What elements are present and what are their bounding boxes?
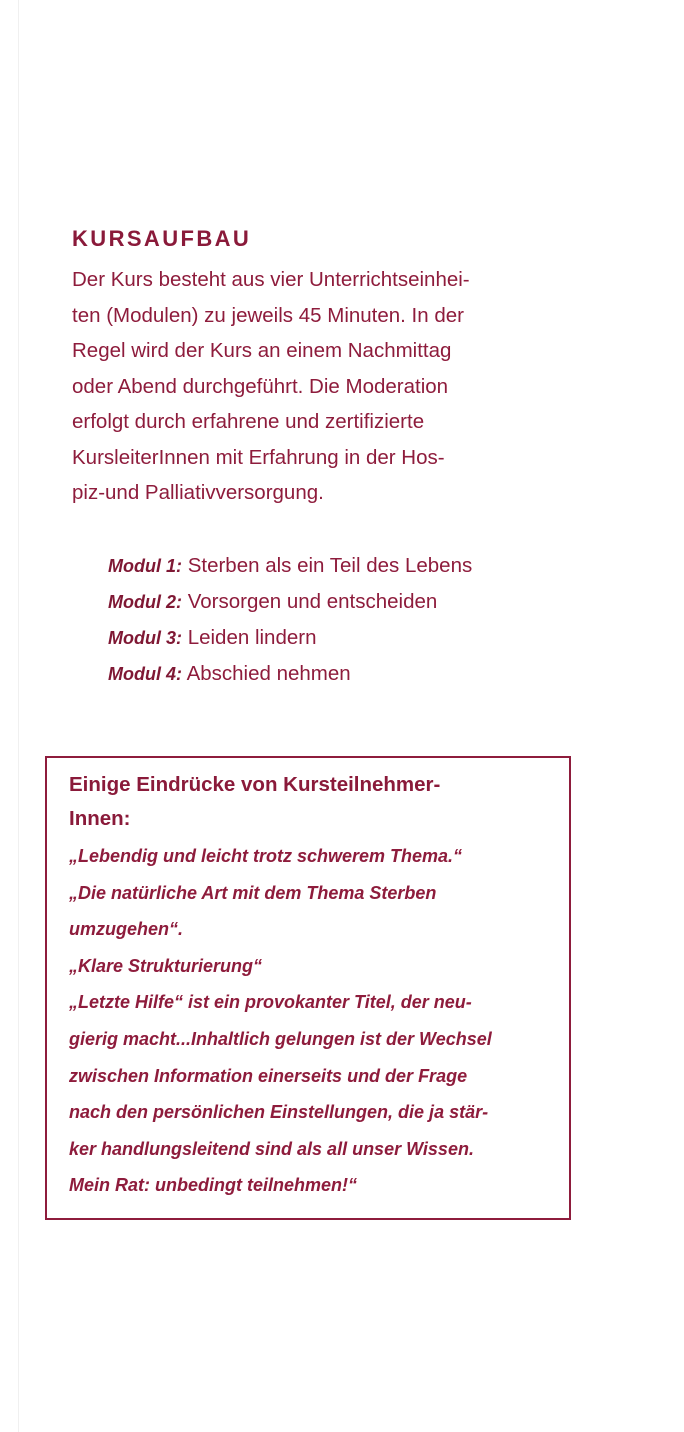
paragraph-line: oder Abend durchgeführt. Die Moderation: [72, 374, 449, 398]
module-item-2: [108, 584, 578, 620]
module-list: [108, 548, 578, 692]
page-edge-line: [18, 0, 19, 1432]
quote-line: zwischen Information einerseits und der Frage: [69, 1065, 468, 1086]
quote-line: nach den persönlichen Einstellungen, die ja stär-: [69, 1102, 489, 1123]
impressions-title-line: Einige Eindrücke von Kursteilnehmer-: [69, 773, 441, 796]
module-item-1: [108, 548, 578, 584]
quote-line: umzugehen“.: [69, 919, 184, 940]
quote-line: „Die natürliche Art mit dem Thema Sterben: [69, 882, 437, 903]
quote-line: Mein Rat: unbedingt teilnehmen!“: [69, 1175, 357, 1196]
kursaufbau-paragraph: [72, 262, 572, 511]
quote-line: „Letzte Hilfe“ ist ein provokanter Titel, der neu-: [69, 992, 472, 1013]
module-label: Modul 2:: [108, 592, 182, 612]
module-text: Sterben als ein Teil des Lebens: [182, 554, 473, 577]
module-text: Leiden lindern: [182, 626, 317, 649]
module-item-3: [108, 620, 578, 656]
quote-line: ker handlungsleitend sind als all unser Wissen.: [69, 1138, 474, 1159]
paragraph-line: erfolgt durch erfahrene und zertifizierte: [72, 410, 425, 433]
impressions-quotes: [69, 838, 549, 1204]
paragraph-line: ten (Modulen) zu jeweils 45 Minuten. In der: [72, 303, 464, 327]
paragraph-line: piz-und Palliativversorgung.: [72, 481, 324, 504]
module-label: Modul 1:: [108, 556, 182, 576]
module-label: Modul 3:: [108, 628, 182, 648]
module-text: Abschied nehmen: [182, 662, 351, 685]
kursaufbau-heading: KURSAUFBAU: [72, 226, 252, 251]
quote-line: gierig macht...Inhaltlich gelungen ist der Wechsel: [69, 1028, 492, 1049]
quote-line: „Klare Strukturierung“: [69, 955, 263, 976]
module-text: Vorsorgen und entscheiden: [182, 590, 438, 613]
quote-line: „Lebendig und leicht trotz schwerem Thema.“: [69, 846, 463, 866]
paragraph-line: Der Kurs besteht aus vier Unterrichtseinhei-: [72, 268, 470, 291]
impressions-box: [45, 756, 571, 1220]
paragraph-line: Regel wird der Kurs an einem Nachmittag: [72, 339, 452, 362]
paragraph-line: KursleiterInnen mit Erfahrung in der Hos-: [72, 445, 445, 469]
impressions-title-line: Innen:: [69, 807, 131, 830]
module-label: Modul 4:: [108, 664, 182, 684]
kursaufbau-section: [72, 222, 572, 511]
module-item-4: [108, 656, 578, 692]
impressions-title: [69, 768, 549, 836]
